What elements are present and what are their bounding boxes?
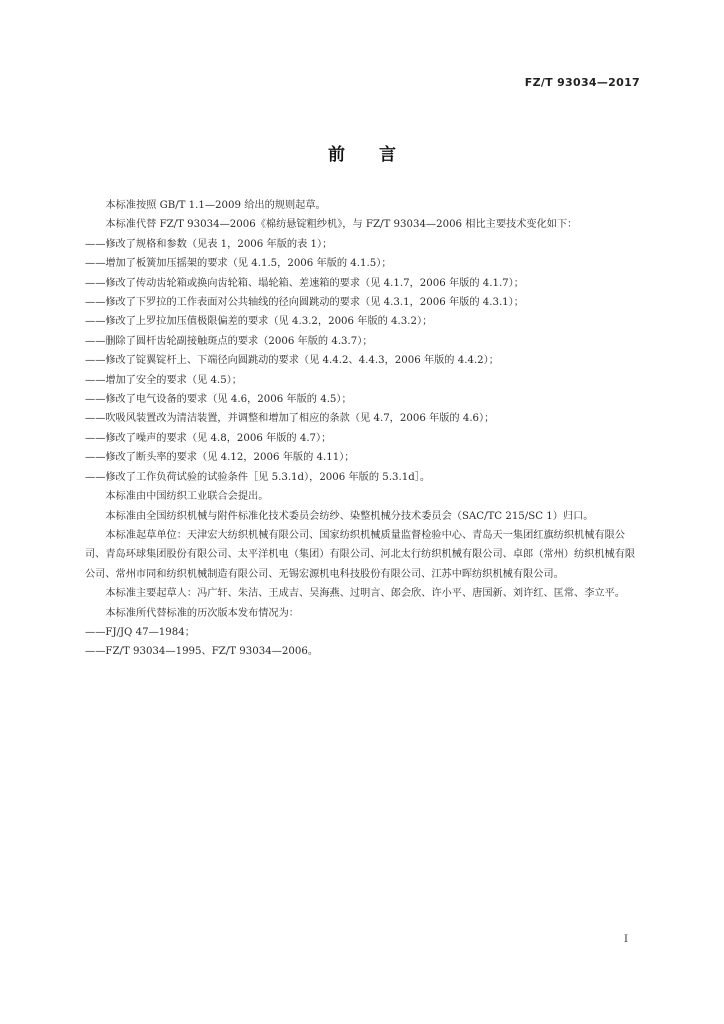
proposer-paragraph: 本标准由中国纺织工业联合会提出。 — [105, 491, 269, 503]
change-item: ——吹吸风装置改为清洁装置，并调整和增加了相应的条款（见 4.7，2006 年版的 4.6）； — [85, 413, 495, 425]
change-item: ——修改了规格和参数（见表 1，2006 年版的表 1）； — [85, 238, 333, 250]
change-item: ——增加了安全的要求（见 4.5）； — [85, 374, 242, 386]
history-intro: 本标准所代替标准的历次版本发布情况为： — [105, 607, 299, 619]
history-item: ——FJ/JQ 47—1984； — [85, 626, 195, 638]
replaces-paragraph: 本标准代替 FZ/T 93034—2006《棉纺悬锭粗纱机》，与 FZ/T 93034—2006 相比主要技术变化如下： — [105, 219, 578, 231]
change-item: ——修改了传动齿轮箱或换向齿轮箱、塌轮箱、差速箱的要求（见 4.1.7，2006 年版的 4.1.7）； — [85, 277, 524, 289]
centralizer-paragraph: 本标准由全国纺织机械与附件标准化技术委员会纺纱、染整机械分技术委员会（SAC/TC 215/SC 1）归口。 — [105, 510, 594, 522]
drafting-rules-paragraph: 本标准按照 GB/T 1.1—2009 给出的规则起草。 — [105, 200, 326, 211]
foreword-body — [85, 196, 645, 662]
drafting-units-paragraph: 本标准起草单位：天津宏大纺织机械有限公司、国家纺织机械质量监督检验中心、青岛天一集团红旗纺织机械有限公司、青岛环球集团股份有限公司、太平洋机电（集团）有限公司、河北太行纺织机械有限公司、卓郎（常州）纺织机械有限公司、常州市同和纺织机械制造有限公司、无锡宏源机电科技股份有限公司、江苏中晖纺织机械有限公司。 — [85, 529, 636, 580]
change-item: ——修改了工作负荷试验的试验条件［见 5.3.1d），2006 年版的 5.3.1d］。 — [85, 471, 431, 483]
change-item: ——修改了上罗拉加压值极限偏差的要求（见 4.3.2，2006 年版的 4.3.2）； — [85, 316, 433, 328]
change-item: ——修改了锭翼锭杆上、下端径向圆跳动的要求（见 4.4.2、4.4.3，2006 年版的 4.4.2）； — [85, 355, 499, 367]
change-item: ——增加了板簧加压摇架的要求（见 4.1.5，2006 年版的 4.1.5）； — [85, 258, 392, 270]
change-item: ——修改了噪声的要求（见 4.8，2006 年版的 4.7）； — [85, 432, 332, 444]
change-item: ——修改了电气设备的要求（见 4.6，2006 年版的 4.5）； — [85, 394, 352, 406]
history-item: ——FZ/T 93034—1995、FZ/T 93034—2006。 — [85, 646, 319, 658]
change-item: ——删除了圆杆齿轮副接触斑点的要求（2006 年版的 4.3.7）； — [85, 335, 373, 347]
change-item: ——修改了断头率的要求（见 4.12，2006 年版的 4.11）； — [85, 452, 355, 464]
page-title: 前言 — [328, 145, 430, 165]
standard-number: FZ/T 93034—2017 — [524, 76, 640, 89]
drafters-paragraph: 本标准主要起草人：冯广轩、朱洁、王成吉、吴海燕、过明言、郎会欣、许小平、唐国新、刘许红、匡常、李立平。 — [105, 588, 625, 600]
page-number: I — [624, 934, 628, 945]
change-item: ——修改了下罗拉的工作表面对公共轴线的径向圆跳动的要求（见 4.3.1，2006 年版的 4.3.1）； — [85, 297, 524, 309]
